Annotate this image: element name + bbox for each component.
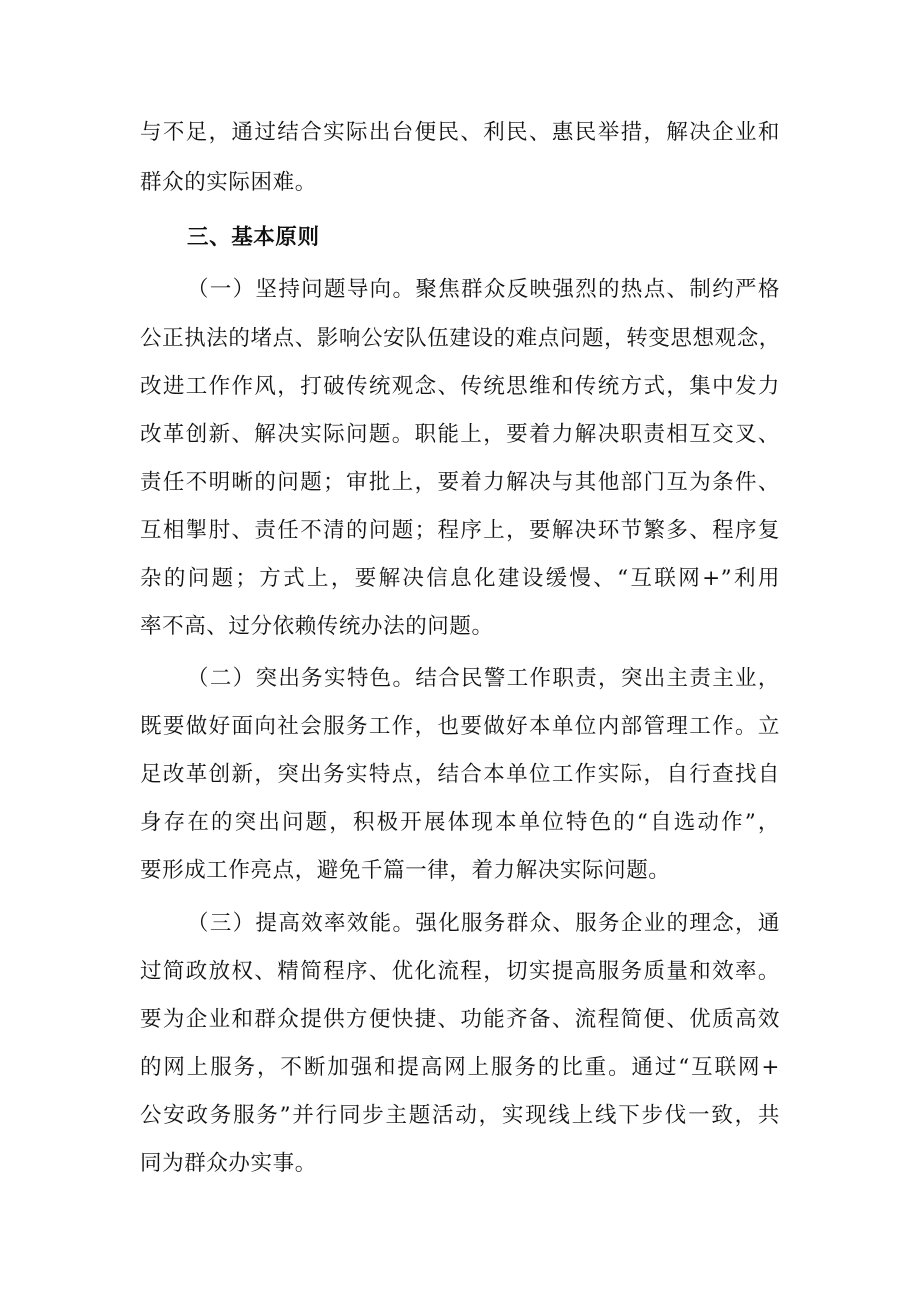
paragraph-3-line: （三）提高效率效能。强化服务群众、服务企业的理念，通	[187, 911, 780, 936]
paragraph-1-line: 责任不明晰的问题；审批上，要着力解决与其他部门互为条件、	[140, 470, 780, 495]
paragraph-1-line: 公正执法的堵点、影响公安队伍建设的难点问题，转变思想观念，	[140, 326, 781, 351]
paragraph-1-line: 互相掣肘、责任不清的问题；程序上，要解决环节繁多、程序复	[140, 518, 780, 543]
section-heading: 三、基本原则	[187, 225, 320, 250]
paragraph-1-line: 改革创新、解决实际问题。职能上，要着力解决职责相互交叉、	[140, 422, 780, 447]
paragraph-1-line: 改进工作作风，打破传统观念、传统思维和传统方式，集中发力	[140, 374, 780, 399]
paragraph-2-line: 足改革创新，突出务实特点，结合本单位工作实际，自行查找自	[140, 762, 780, 787]
paragraph-3-line: 要为企业和群众提供方便快捷、功能齐备、流程简便、优质高效	[140, 1007, 780, 1032]
paragraph-3-line: 公安政务服务”并行同步主题活动，实现线上线下步伐一致，共	[140, 1103, 780, 1128]
intro-line: 与不足，通过结合实际出台便民、利民、惠民举措，解决企业和	[140, 120, 780, 145]
paragraph-2-line: 要形成工作亮点，避免千篇一律，着力解决实际问题。	[140, 858, 671, 883]
paragraph-3-line: 的网上服务，不断加强和提高网上服务的比重。通过“互联网+	[140, 1055, 780, 1080]
paragraph-1-line: 率不高、过分依赖传统办法的问题。	[140, 614, 494, 639]
paragraph-3-line: 同为群众办实事。	[140, 1151, 317, 1176]
paragraph-2-line: （二）突出务实特色。结合民警工作职责，突出主责主业，	[187, 666, 780, 691]
paragraph-1-line: （一）坚持问题导向。聚焦群众反映强烈的热点、制约严格	[187, 277, 780, 302]
paragraph-1-line: 杂的问题；方式上，要解决信息化建设缓慢、“互联网+”利用	[140, 566, 780, 591]
paragraph-2-line: 既要做好面向社会服务工作，也要做好本单位内部管理工作。立	[140, 714, 780, 739]
paragraph-3-line: 过简政放权、精简程序、优化流程，切实提高服务质量和效率。	[140, 959, 780, 984]
paragraph-2-line: 身存在的突出问题，积极开展体现本单位特色的“自选动作”，	[140, 810, 780, 835]
intro-line: 群众的实际困难。	[140, 170, 317, 195]
